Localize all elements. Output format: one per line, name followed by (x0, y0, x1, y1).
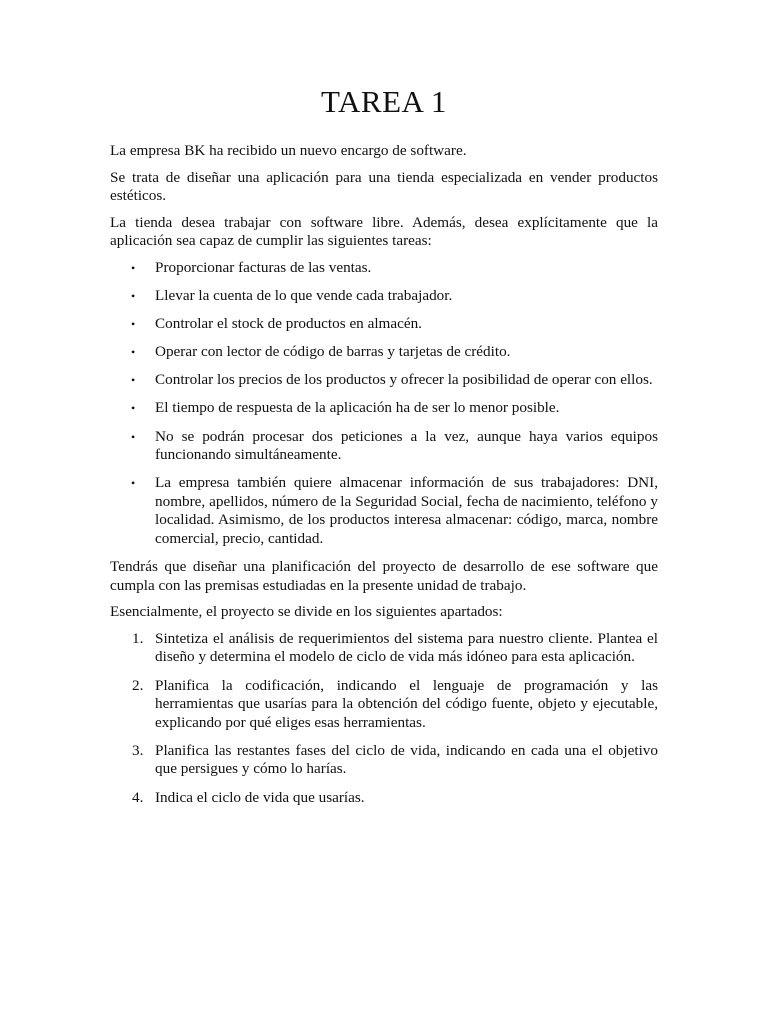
section-text: Sintetiza el análisis de requerimientos del sistema para nuestro cliente. Plantea el diseño y determina el modelo de ciclo de vida más idóneo para esta aplicación. (155, 629, 658, 666)
bullet-icon: • (131, 317, 136, 332)
planning-paragraph: Tendrás que diseñar una planificación del proyecto de desarrollo de ese software que cumpla con las premisas estudiadas en la presente unidad de trabajo. (110, 558, 658, 594)
requirement-item (110, 371, 658, 390)
requirement-item (110, 315, 658, 334)
bullet-icon: • (131, 476, 136, 491)
requirement-text: El tiempo de respuesta de la aplicación ha de ser lo menor posible. (155, 399, 560, 417)
section-text: Planifica la codificación, indicando el lenguaje de programación y las herramientas que usarías para la obtención del código fuente, objeto y ejecutable, explicando por qué eliges esas herramientas. (155, 676, 658, 731)
section-number: 4. (132, 788, 144, 806)
requirement-text: La empresa también quiere almacenar información de sus trabajadores: DNI, nombre, apellidos, número de la Seguridad Social, fecha de nacimiento, teléfono y localidad. Asimismo, de los productos interesa almacenar: código, marca, nombre comercial, precio, cantidad. (155, 474, 658, 547)
bullet-icon: • (131, 289, 136, 304)
bullet-icon: • (131, 345, 136, 360)
requirement-text: Controlar los precios de los productos y ofrecer la posibilidad de operar con ellos. (155, 371, 653, 389)
bullet-icon: • (131, 401, 136, 416)
page-title: TAREA 1 (321, 84, 447, 119)
intro-paragraph-1: La empresa BK ha recibido un nuevo encargo de software. (110, 142, 467, 159)
section-number: 1. (132, 629, 144, 647)
section-number: 3. (132, 741, 144, 759)
bullet-icon: • (131, 429, 136, 444)
bullet-icon: • (131, 373, 136, 388)
section-item (110, 630, 658, 667)
requirement-text: Proporcionar facturas de las ventas. (155, 258, 372, 276)
requirement-item (110, 474, 658, 548)
section-item (110, 789, 658, 808)
requirement-text: Operar con lector de código de barras y tarjetas de crédito. (155, 343, 511, 361)
requirement-text: Controlar el stock de productos en almacén. (155, 315, 422, 333)
requirement-item (110, 259, 658, 278)
section-item (110, 742, 658, 779)
intro-paragraph-2: Se trata de diseñar una aplicación para una tienda especializada en vender productos estéticos. (110, 168, 658, 205)
requirement-item (110, 343, 658, 362)
requirement-item (110, 399, 658, 418)
requirements-list (110, 259, 658, 549)
requirement-item (110, 287, 658, 306)
section-item (110, 677, 658, 733)
bullet-icon: • (131, 260, 136, 275)
section-text: Indica el ciclo de vida que usarías. (155, 788, 365, 806)
sections-list (110, 630, 658, 807)
intro-paragraph-3: La tienda desea trabajar con software libre. Además, desea explícitamente que la aplicación sea capaz de cumplir las siguientes tareas: (110, 213, 658, 250)
document-body (110, 142, 658, 817)
requirement-item (110, 428, 658, 465)
section-text: Planifica las restantes fases del ciclo de vida, indicando en cada una el objetivo que persigues y cómo lo harías. (155, 741, 658, 778)
requirement-text: No se podrán procesar dos peticiones a la vez, aunque haya varios equipos funcionando simultáneamente. (155, 427, 658, 464)
section-number: 2. (132, 676, 144, 694)
sections-intro: Esencialmente, el proyecto se divide en los siguientes apartados: (110, 603, 503, 621)
requirement-text: Llevar la cuenta de lo que vende cada trabajador. (155, 287, 453, 305)
